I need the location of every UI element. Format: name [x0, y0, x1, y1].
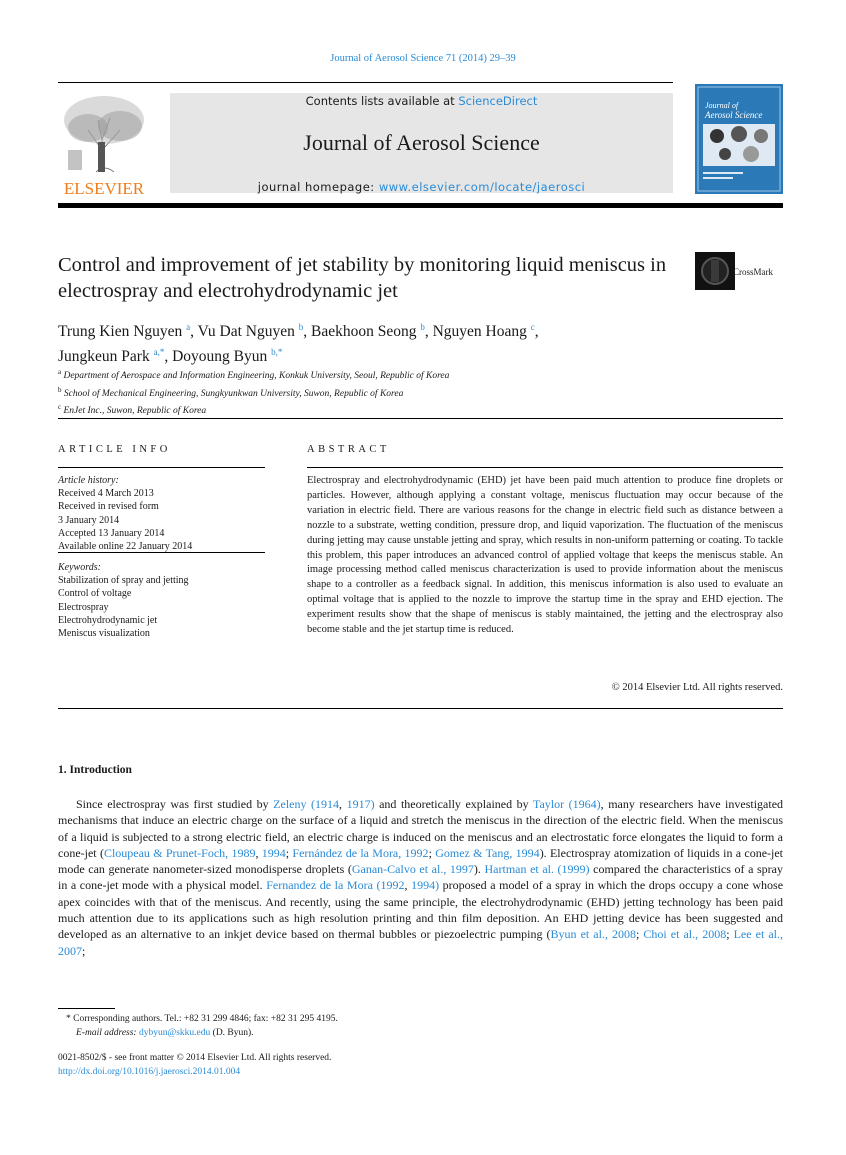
sciencedirect-link[interactable]: ScienceDirect [458, 94, 538, 108]
keyword: Meniscus visualization [58, 628, 150, 640]
doi-link[interactable]: http://dx.doi.org/10.1016/j.jaerosci.2014.01.004 [58, 1066, 241, 1077]
author-affiliation-marker[interactable]: b [420, 322, 425, 332]
keyword: Control of voltage [58, 588, 132, 600]
abstract-rule [307, 467, 783, 468]
history-item: Available online 22 January 2014 [58, 541, 193, 553]
history-item: 3 January 2014 [58, 514, 120, 526]
section-divider [58, 418, 783, 419]
issn-line: 0021-8502/$ - see front matter © 2014 Elsevier Ltd. All rights reserved. [58, 1053, 332, 1063]
citation-link[interactable]: 1994) [411, 878, 440, 893]
keywords-label: Keywords: [58, 562, 101, 573]
citation-link[interactable]: Taylor (1964) [532, 797, 601, 811]
citation-link[interactable]: Zeleny (1914 [273, 797, 340, 811]
top-rule [58, 82, 673, 83]
citation-link[interactable]: 1917) [346, 797, 375, 811]
abstract-text: Electrospray and electrohydrodynamic (EHD) jet have been paid much attention to produce fine droplets or particles. However, although applying a constant voltage, meniscus fluctuation may occur because of the variation in electric field. There are various reasons for the change in electric field such as distance between a nozzle to a substrate, wetting condition, pressure drop, and liquid vaporization. The fluctuation of the meniscus during jetting may cause unstable jetting and spray, which results in non-uniform patterning or coating. To tackle this problem, this paper introduces an advanced control of applied voltage that keeps the meniscus stable. An image processing method called meniscus characterization is used to provide information about the meniscus shape to a controller as a feedback signal. In addition, this meniscus information is also used to evaluate an optimal voltage that is applied to the nozzle to improve the startup time in the spray and EHD ejection. The experiment results show that the shape of meniscus is stably maintained, the jetting and the electrospray also become stable and the jet startup time is reduced. [307, 475, 783, 636]
footnote-rule [58, 1008, 115, 1009]
journal-title: Journal of Aerosol Science [303, 130, 540, 155]
author-list: Trung Kien Nguyen $^a$, Vu Dat Nguyen $^b$, Baekhoon Seong $^b$, Nguyen Hoang $^c$, Jungkeun Park $^{a,*}$, Doyoung Byun $^{b,*}$ [58, 322, 539, 366]
citation-link[interactable]: Lee et al., 2007 [58, 927, 783, 958]
journal-cover[interactable] [695, 84, 783, 194]
author-name[interactable]: Nguyen Hoang [432, 323, 527, 341]
email-suffix: (D. Byun). [210, 1027, 254, 1038]
elsevier-logo [58, 90, 150, 198]
author-affiliation-marker[interactable]: a [186, 322, 191, 332]
author-name[interactable]: Trung Kien Nguyen [58, 323, 183, 341]
citation-link[interactable]: Fernández de la Mora, 1992 [292, 845, 429, 860]
section-divider [58, 708, 783, 709]
publisher-name: ELSEVIER [63, 179, 145, 198]
footnote [58, 1013, 338, 1040]
author-affiliation-marker[interactable]: a,* [153, 347, 165, 358]
author-name[interactable]: Doyoung Byun [172, 348, 268, 366]
article-history [58, 474, 192, 553]
intro-paragraph: Since electrospray was first studied by Zeleny (1914, 1917) and theoretically explained by Taylor (1964), many researchers have investigated mechanisms that induce an electric charge on the surface of a liquid and stretch the meniscus in the direction of the electric field. When the meniscus of a liquid is subjected to a strong electric field, an electric charge is induced on the meniscus and an electrostatic force elongates the liquid to form a cone-jet (Cloupeau & Prunet-Foch, 1989, 1994; Fernández de la Mora, 1992; Gomez & Tang, 1994). Electrospray atomization of liquids in a cone-jet mode can generate nanometer-sized monodisperse droplets (Ganan-Calvo et al., 1997). Hartman et al. (1999) compared the characteristics of a spray in a cone-jet mode with a physical model. Fernandez de la Mora (1992, 1994) proposed a model of a spray in which the drops occupy a cone whose apex coincides with that of the meniscus. And recently, using the same principle, the electrohydrodynamic (EHD) jetting technology has been paid much attention due to its applications such as high resolution printing and thin film deposition. An EHD jetting device has been suggested and developed as an alternative to an inkjet device based on thermal bubbles or piezoelectric pumping (Byun et al., 2008; Choi et al., 2008; Lee et al., 2007; [58, 797, 784, 958]
keyword: Electrospray [58, 601, 109, 613]
crossmark-icon[interactable] [695, 252, 735, 290]
contents-prefix: Contents lists available at [305, 94, 459, 108]
citation-link[interactable]: Cloupeau & Prunet-Foch, 1989 [103, 845, 256, 860]
crossmark-label[interactable]: CrossMark [733, 267, 773, 277]
homepage-line [170, 180, 673, 194]
affiliation: $^c$ EnJet Inc., Suwon, Republic of Korea [58, 403, 207, 417]
email-link[interactable]: dybyun@skku.edu [138, 1027, 211, 1038]
email-label: E-mail address: [76, 1027, 139, 1038]
history-item: Received 4 March 2013 [58, 488, 154, 500]
affiliation: $^a$ Department of Aerospace and Information Engineering, Konkuk University, Seoul, Republic of Korea [58, 368, 450, 382]
paper-title: Control and improvement of jet stability by monitoring liquid meniscus in electrospray and electrohydrodynamic jet [58, 254, 667, 302]
author-name[interactable]: Vu Dat Nguyen [197, 323, 295, 341]
history-rule [58, 552, 265, 553]
corresponding-authors: Corresponding authors. Tel.: +82 31 299 4846; fax: +82 31 295 4195. [70, 1014, 338, 1024]
journal-cover-image [695, 84, 783, 194]
keyword: Stabilization of spray and jetting [58, 575, 189, 587]
elsevier-tree-icon [58, 90, 150, 198]
history-label: Article history: [58, 475, 119, 486]
author-affiliation-marker[interactable]: b,* [271, 347, 283, 358]
homepage-link[interactable]: www.elsevier.com/locate/jaerosci [378, 180, 586, 194]
citation-link[interactable]: Hartman et al. (1999) [484, 862, 590, 877]
citation-link[interactable]: Choi et al., 2008 [643, 927, 727, 942]
author-name[interactable]: Jungkeun Park [58, 348, 150, 366]
citation-link[interactable]: Byun et al., 2008 [550, 927, 636, 942]
homepage-prefix: journal homepage: [257, 180, 379, 194]
keyword: Electrohydrodynamic jet [58, 614, 158, 626]
header-divider [58, 203, 783, 208]
contents-line [170, 94, 673, 108]
article-info-heading: ARTICLE INFO [58, 444, 171, 455]
citation-link[interactable]: Ganan-Calvo et al., 1997 [351, 862, 474, 877]
citation-link[interactable]: Fernandez de la Mora (1992 [266, 878, 405, 893]
citation-link[interactable]: Gomez & Tang, 1994 [435, 845, 540, 860]
journal-reference[interactable]: Journal of Aerosol Science 71 (2014) 29–39 [330, 53, 516, 64]
section-heading: 1. Introduction [58, 764, 132, 776]
history-item: Accepted 13 January 2014 [58, 527, 165, 539]
author-name[interactable]: Baekhoon Seong [311, 323, 417, 341]
citation-link[interactable]: 1994 [261, 845, 286, 860]
history-item: Received in revised form [58, 501, 159, 513]
abstract-heading: ABSTRACT [307, 444, 390, 455]
footnote-marker: * [66, 1014, 71, 1024]
author-affiliation-marker[interactable]: b [298, 322, 304, 332]
affiliations [58, 366, 449, 419]
keywords [58, 561, 189, 640]
front-matter [58, 1052, 331, 1079]
cover-title-line1: Journal of [705, 101, 739, 110]
copyright: © 2014 Elsevier Ltd. All rights reserved. [611, 682, 783, 693]
author-affiliation-marker[interactable]: c [530, 322, 535, 332]
article-info-rule [58, 467, 265, 468]
cover-title-line2: Aerosol Science [705, 110, 763, 120]
affiliation: $^b$ School of Mechanical Engineering, Sungkyunkwan University, Suwon, Republic of Korea [58, 385, 404, 399]
